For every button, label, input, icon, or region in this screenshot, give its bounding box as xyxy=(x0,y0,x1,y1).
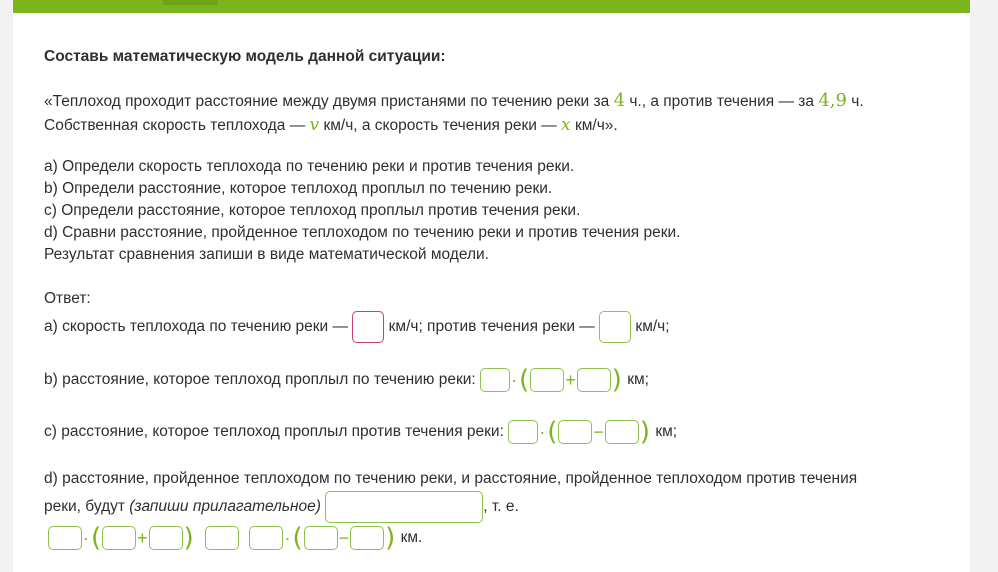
times-sign: · xyxy=(511,370,518,390)
task-paragraph-2 xyxy=(44,114,618,137)
c-factor-input[interactable] xyxy=(508,420,538,444)
left-paren: ( xyxy=(292,523,303,553)
comparison-sign-input[interactable] xyxy=(205,526,239,550)
number-value: 4,9 xyxy=(818,90,847,111)
text: c) расстояние, которое теплоход проплыл против течения реки: xyxy=(44,423,504,441)
hint-text: (запиши прилагательное) xyxy=(129,498,321,516)
text: ч. xyxy=(846,93,864,110)
text: км/ч; xyxy=(635,318,670,336)
times-sign: · xyxy=(284,528,291,548)
times-sign: · xyxy=(83,528,89,548)
minus-sign: − xyxy=(593,422,604,442)
answer-row-d-line3 xyxy=(48,523,423,553)
answer-row-b xyxy=(44,365,649,395)
variable-x: x xyxy=(561,115,571,135)
answer-label: Ответ: xyxy=(44,290,91,307)
text: b) расстояние, которое теплоход проплыл по течению реки: xyxy=(44,371,476,389)
task-item-b: b) Определи расстояние, которое теплоход проплыл по течению реки. xyxy=(44,180,553,197)
left-paren: ( xyxy=(519,365,530,395)
unit: км. xyxy=(400,529,423,547)
unit: км; xyxy=(655,423,678,441)
b-factor-input[interactable] xyxy=(480,368,510,392)
task-heading: Составь математическую модель данной ситуации: xyxy=(44,48,446,65)
text: км/ч». xyxy=(570,117,618,134)
adjective-input[interactable] xyxy=(325,491,483,523)
text: , т. е. xyxy=(483,498,519,516)
d-left-factor-input[interactable] xyxy=(48,526,82,550)
b-term2-input[interactable] xyxy=(577,368,611,392)
text: a) скорость теплохода по течению реки — xyxy=(44,318,348,336)
text: реки, будут xyxy=(44,498,130,516)
d-right-factor-input[interactable] xyxy=(249,526,283,550)
plus-sign: + xyxy=(565,370,576,390)
text: км/ч; против течения реки — xyxy=(388,318,595,336)
speed-upstream-input[interactable] xyxy=(599,311,631,343)
text: ч., а против течения — за xyxy=(625,93,819,110)
d-left-term1-input[interactable] xyxy=(102,526,136,550)
plus-sign: + xyxy=(137,528,148,548)
right-paren: ) xyxy=(611,365,622,395)
number-value: 4 xyxy=(613,90,626,111)
right-paren: ) xyxy=(385,523,396,553)
header-bar xyxy=(13,0,970,13)
text: Собственная скорость теплохода — xyxy=(44,117,310,134)
answer-row-a xyxy=(44,311,670,343)
task-item-d: d) Сравни расстояние, пройденное теплоходом по течению реки и против течения реки. xyxy=(44,224,681,241)
text: «Теплоход проходит расстояние между двумя пристанями по течению реки за xyxy=(44,93,614,110)
times-sign: · xyxy=(539,422,546,442)
right-paren: ) xyxy=(183,523,194,553)
d-right-term2-input[interactable] xyxy=(350,526,384,550)
b-term1-input[interactable] xyxy=(530,368,564,392)
answer-row-d-line2 xyxy=(44,491,519,523)
answer-row-d-line1: d) расстояние, пройденное теплоходом по течению реки, и расстояние, пройденное теплоходом против течения xyxy=(44,470,858,487)
right-paren: ) xyxy=(639,417,651,447)
c-term2-input[interactable] xyxy=(605,420,639,444)
header-tab xyxy=(163,0,218,5)
task-item-a: a) Определи скорость теплохода по течению реки и против течения реки. xyxy=(44,158,575,175)
d-left-term2-input[interactable] xyxy=(149,526,183,550)
speed-downstream-input[interactable] xyxy=(352,311,384,343)
minus-sign: − xyxy=(338,528,350,548)
task-item-c: c) Определи расстояние, которое теплоход проплыл против течения реки. xyxy=(44,202,581,219)
task-paragraph-1 xyxy=(44,90,864,113)
text: км/ч, а скорость течения реки — xyxy=(319,117,562,134)
d-right-term1-input[interactable] xyxy=(304,526,338,550)
left-paren: ( xyxy=(91,523,102,553)
task-card xyxy=(13,0,970,572)
c-term1-input[interactable] xyxy=(558,420,592,444)
variable-v: v xyxy=(309,115,320,135)
task-item-e: Результат сравнения запиши в виде математической модели. xyxy=(44,246,489,263)
left-paren: ( xyxy=(547,417,558,447)
answer-row-c xyxy=(44,417,678,447)
unit: км; xyxy=(627,371,649,389)
